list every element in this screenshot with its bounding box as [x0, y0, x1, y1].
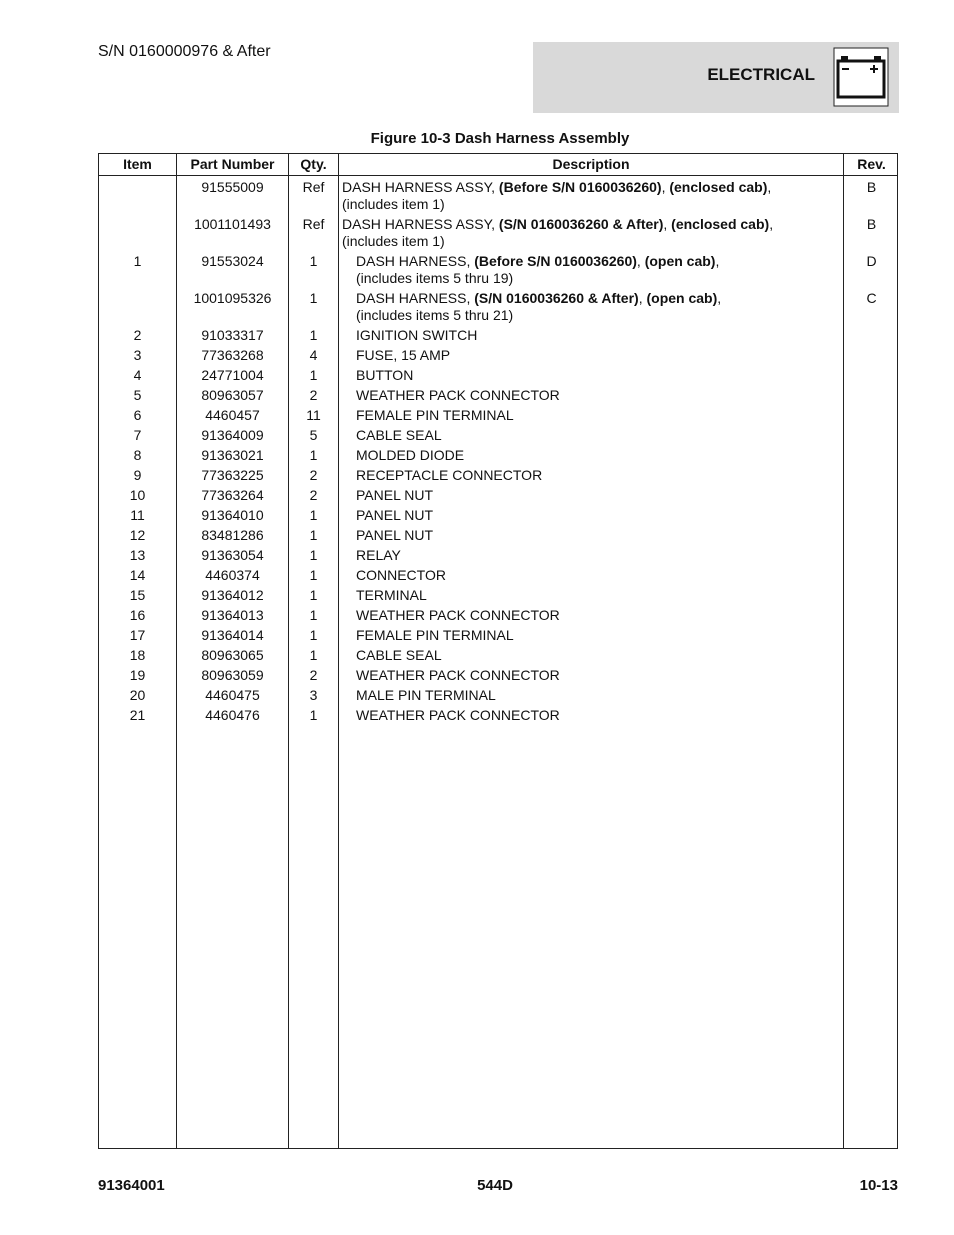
table-row	[99, 664, 897, 684]
item-number: 12	[129, 527, 146, 543]
description-segment: DASH HARNESS,	[356, 290, 475, 306]
description-segment: RECEPTACLE CONNECTOR	[356, 467, 543, 483]
description-segment: MOLDED DIODE	[356, 447, 465, 463]
part-number: 91555009	[201, 179, 264, 195]
table-row	[99, 524, 897, 544]
part-number: 4460374	[205, 567, 260, 583]
revision: B	[866, 216, 877, 232]
description	[356, 487, 856, 504]
item-number: 17	[129, 627, 146, 643]
table-row	[99, 464, 897, 484]
description-segment: ,	[717, 290, 722, 306]
description	[356, 607, 856, 624]
part-number: 83481286	[201, 527, 264, 543]
quantity: 11	[306, 407, 321, 423]
quantity: 1	[309, 587, 318, 603]
part-number: 4460457	[205, 407, 260, 423]
description-segment: WEATHER PACK CONNECTOR	[356, 667, 560, 683]
description	[356, 467, 856, 484]
column-header-part-number: Part Number	[190, 156, 275, 172]
description-segment: WEATHER PACK CONNECTOR	[356, 707, 560, 723]
description-segment: (open cab)	[644, 253, 716, 269]
description-segment: PANEL NUT	[356, 487, 434, 503]
part-number: 77363225	[201, 467, 264, 483]
description-segment: BUTTON	[356, 367, 414, 383]
item-number: 2	[133, 327, 142, 343]
description	[356, 290, 856, 324]
item-number: 10	[129, 487, 146, 503]
description	[356, 587, 856, 604]
table-row	[99, 344, 897, 364]
table-body	[99, 176, 897, 724]
description	[356, 707, 856, 724]
table-row	[99, 176, 897, 213]
description	[356, 347, 856, 364]
table-row	[99, 384, 897, 404]
description-note: (includes item 1)	[342, 233, 445, 249]
section-title: ELECTRICAL	[707, 65, 815, 84]
footer-document-number: 91364001	[98, 1177, 165, 1194]
quantity: 1	[309, 627, 318, 643]
item-number: 16	[129, 607, 146, 623]
revision: D	[866, 253, 877, 269]
description-segment: ,	[767, 179, 772, 195]
description	[342, 216, 842, 250]
description-segment: (enclosed cab)	[669, 179, 768, 195]
item-number: 7	[133, 427, 142, 443]
description-segment: ,	[636, 253, 645, 269]
table-row	[99, 213, 897, 250]
item-number: 20	[129, 687, 146, 703]
table-row	[99, 684, 897, 704]
quantity: 2	[309, 667, 318, 683]
item-number: 5	[133, 387, 142, 403]
description-segment: DASH HARNESS ASSY,	[342, 179, 499, 195]
serial-range: S/N 0160000976 & After	[98, 43, 271, 60]
table-row	[99, 324, 897, 344]
quantity: Ref	[302, 179, 325, 195]
part-number: 91363021	[201, 447, 264, 463]
description-segment: WEATHER PACK CONNECTOR	[356, 607, 560, 623]
table-row	[99, 424, 897, 444]
description	[356, 687, 856, 704]
description-segment: TERMINAL	[356, 587, 427, 603]
table-row	[99, 364, 897, 384]
part-number: 91553024	[201, 253, 264, 269]
quantity: Ref	[302, 216, 325, 232]
description	[356, 327, 856, 344]
parts-table	[98, 153, 898, 1149]
description-segment: IGNITION SWITCH	[356, 327, 478, 343]
table-row	[99, 564, 897, 584]
part-number: 80963057	[201, 387, 264, 403]
item-number: 21	[129, 707, 146, 723]
item-number: 14	[129, 567, 146, 583]
table-row	[99, 624, 897, 644]
description-segment: ,	[715, 253, 720, 269]
table-row	[99, 404, 897, 424]
quantity: 2	[309, 387, 318, 403]
part-number: 91033317	[201, 327, 264, 343]
item-number: 19	[129, 667, 146, 683]
part-number: 1001095326	[193, 290, 272, 306]
description-note: (includes items 5 thru 21)	[356, 307, 514, 323]
description-segment: (enclosed cab)	[671, 216, 770, 232]
quantity: 1	[309, 253, 318, 269]
description	[356, 527, 856, 544]
column-header-rev: Rev.	[857, 156, 886, 172]
part-number: 91364014	[201, 627, 264, 643]
description-segment: WEATHER PACK CONNECTOR	[356, 387, 560, 403]
table-row	[99, 287, 897, 324]
description-segment: CABLE SEAL	[356, 647, 442, 663]
battery-icon	[833, 47, 889, 112]
description	[342, 179, 842, 213]
part-number: 80963065	[201, 647, 264, 663]
description	[356, 367, 856, 384]
item-number: 1	[133, 253, 142, 269]
description-segment: CONNECTOR	[356, 567, 446, 583]
part-number: 91364010	[201, 507, 264, 523]
table-row	[99, 444, 897, 464]
description-segment: ,	[769, 216, 774, 232]
table-row	[99, 544, 897, 564]
column-header-item: Item	[123, 156, 152, 172]
part-number: 4460475	[205, 687, 260, 703]
item-number: 9	[133, 467, 142, 483]
description-segment: ,	[663, 216, 672, 232]
table-row	[99, 584, 897, 604]
quantity: 1	[309, 607, 318, 623]
part-number: 77363268	[201, 347, 264, 363]
quantity: 1	[309, 447, 318, 463]
quantity: 1	[309, 707, 318, 723]
section-header	[533, 42, 899, 113]
description-segment: (open cab)	[646, 290, 718, 306]
column-header-description: Description	[552, 156, 630, 172]
quantity: 5	[309, 427, 318, 443]
description	[356, 407, 856, 424]
item-number: 4	[133, 367, 142, 383]
description-segment: CABLE SEAL	[356, 427, 442, 443]
description	[356, 627, 856, 644]
description	[356, 507, 856, 524]
item-number: 6	[133, 407, 142, 423]
description-segment: ,	[661, 179, 670, 195]
description-segment: DASH HARNESS ASSY,	[342, 216, 499, 232]
revision: C	[866, 290, 877, 306]
table-row	[99, 504, 897, 524]
description-segment: RELAY	[356, 547, 401, 563]
description-segment: (S/N 0160036260 & After)	[498, 216, 664, 232]
description	[356, 667, 856, 684]
table-row	[99, 484, 897, 504]
part-number: 4460476	[205, 707, 260, 723]
quantity: 1	[309, 290, 318, 306]
description	[356, 427, 856, 444]
description-segment: PANEL NUT	[356, 507, 434, 523]
description-segment: PANEL NUT	[356, 527, 434, 543]
quantity: 1	[309, 647, 318, 663]
quantity: 1	[309, 547, 318, 563]
description-segment: (S/N 0160036260 & After)	[474, 290, 639, 306]
part-number: 80963059	[201, 667, 264, 683]
description	[356, 547, 856, 564]
item-number: 8	[133, 447, 142, 463]
part-number: 91363054	[201, 547, 264, 563]
footer-model: 544D	[477, 1177, 513, 1194]
table-row	[99, 644, 897, 664]
description-segment: FUSE, 15 AMP	[356, 347, 451, 363]
description-segment: FEMALE PIN TERMINAL	[356, 627, 514, 643]
description	[356, 253, 856, 287]
table-row	[99, 250, 897, 287]
revision: B	[866, 179, 877, 195]
item-number: 13	[129, 547, 146, 563]
description-segment: FEMALE PIN TERMINAL	[356, 407, 514, 423]
part-number: 77363264	[201, 487, 264, 503]
item-number: 3	[133, 347, 142, 363]
description-segment: DASH HARNESS,	[356, 253, 475, 269]
description-segment: (Before S/N 0160036260)	[474, 253, 637, 269]
description	[356, 567, 856, 584]
item-number: 11	[130, 507, 145, 523]
item-number: 18	[129, 647, 146, 663]
column-header-qty: Qty.	[300, 156, 327, 172]
part-number: 1001101493	[194, 216, 271, 232]
part-number: 91364009	[201, 427, 264, 443]
quantity: 1	[309, 327, 318, 343]
table-row	[99, 704, 897, 724]
part-number: 91364012	[201, 587, 264, 603]
description	[356, 647, 856, 664]
quantity: 1	[309, 567, 318, 583]
quantity: 4	[309, 347, 318, 363]
quantity: 1	[309, 507, 318, 523]
quantity: 1	[309, 527, 318, 543]
figure-title: Figure 10-3 Dash Harness Assembly	[370, 130, 630, 147]
description-note: (includes item 1)	[342, 196, 445, 212]
description	[356, 447, 856, 464]
quantity: 3	[309, 687, 318, 703]
description-segment: ,	[638, 290, 647, 306]
description-segment: MALE PIN TERMINAL	[356, 687, 496, 703]
part-number: 91364013	[201, 607, 264, 623]
description	[356, 387, 856, 404]
description-note: (includes items 5 thru 19)	[356, 270, 514, 286]
quantity: 2	[309, 467, 318, 483]
item-number: 15	[129, 587, 146, 603]
table-row	[99, 604, 897, 624]
part-number: 24771004	[201, 367, 264, 383]
quantity: 1	[309, 367, 318, 383]
description-segment: (Before S/N 0160036260)	[498, 179, 662, 195]
footer-page-number: 10-13	[859, 1177, 898, 1194]
quantity: 2	[309, 487, 318, 503]
